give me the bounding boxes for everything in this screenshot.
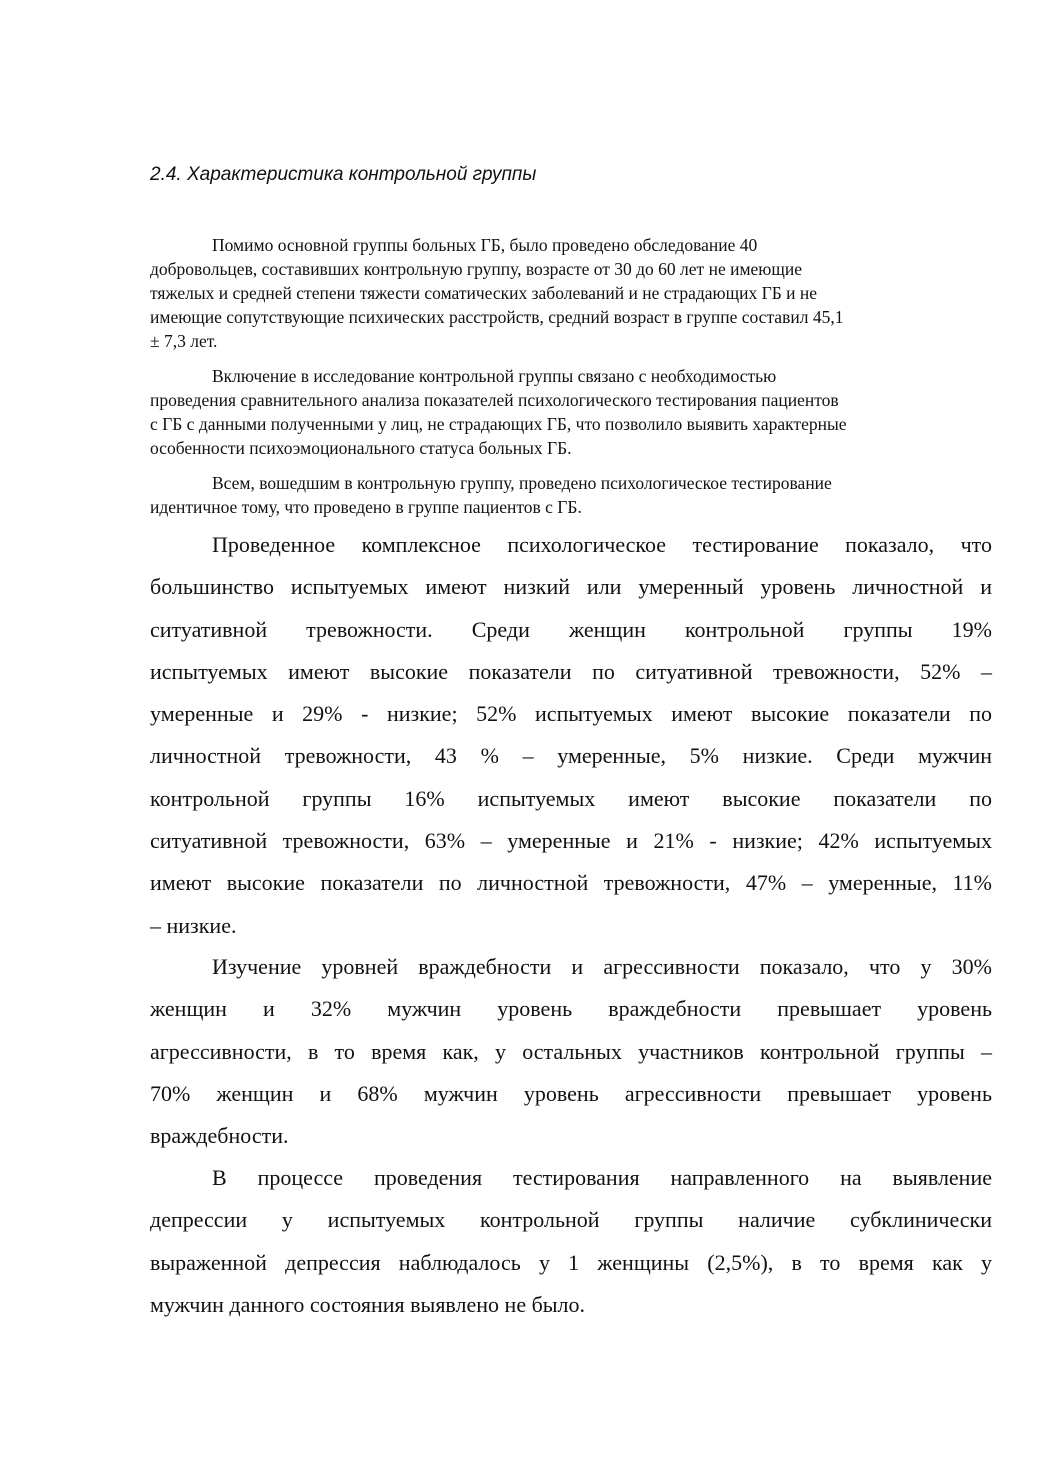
text-line: Помимо основной группы больных ГБ, было проведено обследование 40	[212, 235, 758, 255]
text-line: Включение в исследование контрольной группы связано с необходимостью	[212, 366, 777, 386]
text-line: – низкие.	[150, 912, 237, 938]
text-line: агрессивности, в то время как, у остальных участников контрольной группы –	[150, 1038, 992, 1064]
text-line: проведения сравнительного анализа показателей психологического тестирования пациентов	[150, 390, 839, 410]
paragraph-depression-results	[150, 1157, 992, 1326]
paragraph-inclusion-rationale	[150, 364, 992, 460]
text-line: Проведенное комплексное психологическое тестирование показало, что	[212, 532, 992, 557]
text-line: большинство испытуемых имеют низкий или умеренный уровень личностной и	[150, 574, 992, 600]
text-line: ситуативной тревожности, 63% – умеренные и 21% - низкие; 42% испытуемых	[150, 828, 992, 854]
text-line: Всем, вошедшим в контрольную группу, проведено психологическое тестирование	[212, 473, 832, 493]
text-line: тяжелых и средней степени тяжести соматических заболеваний и не страдающих ГБ и не	[150, 283, 818, 303]
paragraph-hostility-results	[150, 946, 992, 1157]
paragraph-anxiety-results	[150, 524, 992, 947]
text-line: испытуемых имеют высокие показатели по ситуативной тревожности, 52% –	[150, 658, 992, 684]
text-line: умеренные и 29% - низкие; 52% испытуемых имеют высокие показатели по	[150, 701, 992, 727]
text-line: имеющие сопутствующие психических расстройств, средний возраст в группе составил 45,1	[150, 307, 844, 327]
paragraph-control-group-description	[150, 233, 992, 353]
text-line: идентичное тому, что проведено в группе пациентов с ГБ.	[150, 497, 582, 517]
text-line: В процессе проведения тестирования направленного на выявление	[212, 1165, 992, 1190]
text-line: контрольной группы 16% испытуемых имеют высокие показатели по	[150, 785, 992, 811]
text-line: ± 7,3 лет.	[150, 331, 218, 351]
text-line: 70% женщин и 68% мужчин уровень агрессивности превышает уровень	[150, 1080, 992, 1106]
text-line: Изучение уровней враждебности и агрессивности показало, что у 30%	[212, 954, 992, 979]
text-line: с ГБ с данными полученными у лиц, не страдающих ГБ, что позволило выявить характерные	[150, 414, 847, 434]
text-line: мужчин данного состояния выявлено не было.	[150, 1291, 586, 1317]
text-line: женщин и 32% мужчин уровень враждебности превышает уровень	[150, 996, 992, 1022]
section-heading: 2.4. Характеристика контрольной группы	[150, 164, 537, 185]
text-line: имеют высокие показатели по личностной тревожности, 47% – умеренные, 11%	[150, 870, 992, 896]
text-line: враждебности.	[150, 1123, 289, 1149]
paragraph-testing-note	[150, 471, 992, 519]
text-line: депрессии у испытуемых контрольной группы наличие субклинически	[150, 1207, 992, 1233]
text-line: особенности психоэмоционального статуса больных ГБ.	[150, 438, 572, 458]
text-line: добровольцев, составивших контрольную группу, возрасте от 30 до 60 лет не имеющие	[150, 259, 802, 279]
text-line: личностной тревожности, 43 % – умеренные, 5% низкие. Среди мужчин	[150, 743, 992, 769]
text-line: ситуативной тревожности. Среди женщин контрольной группы 19%	[150, 616, 992, 642]
text-line: выраженной депрессия наблюдалось у 1 женщины (2,5%), в то время как у	[150, 1249, 992, 1275]
